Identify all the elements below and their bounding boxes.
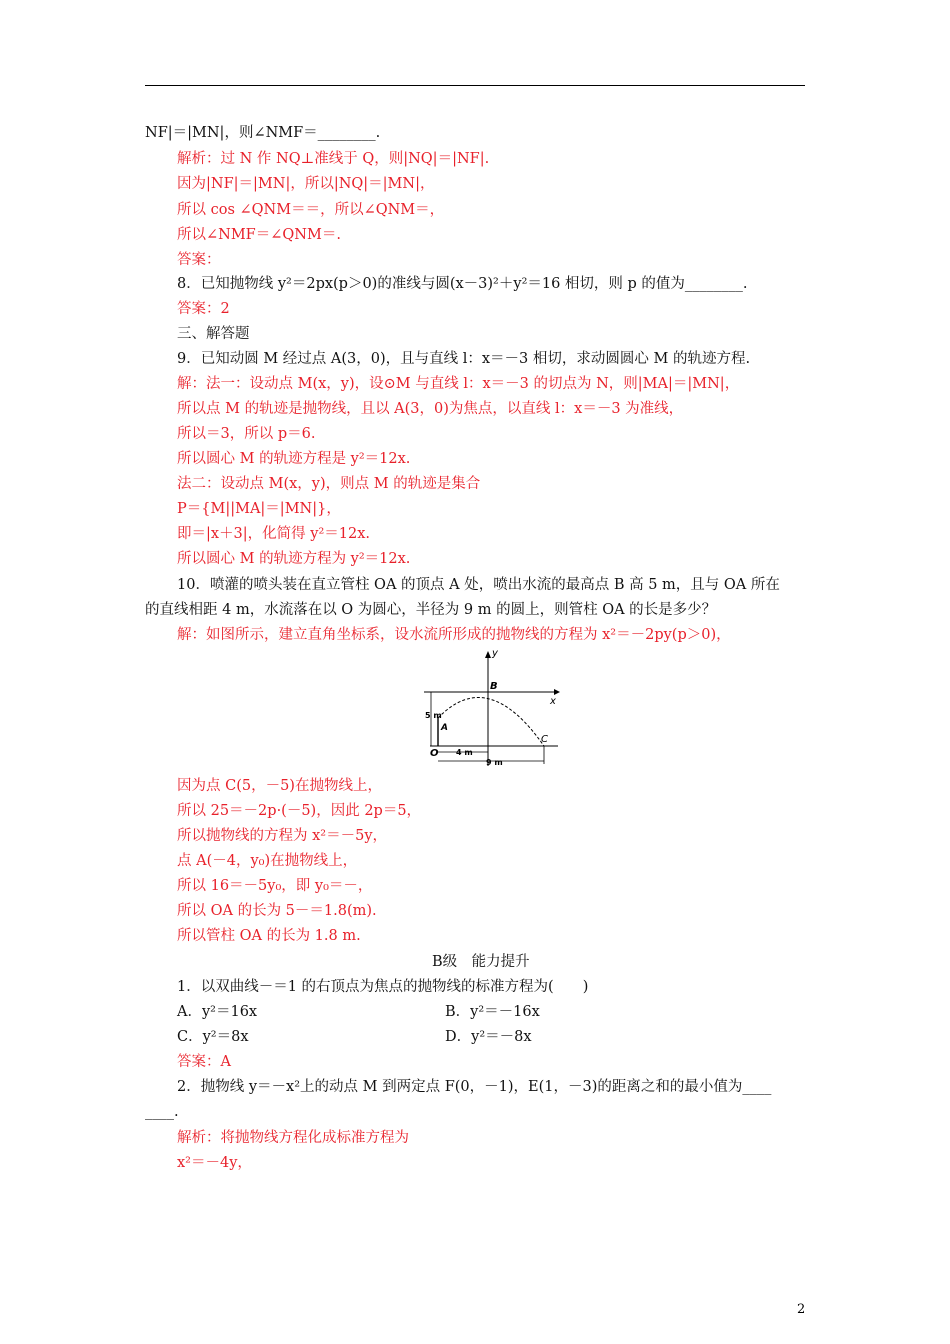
text-line: P＝{M||MA|＝|MN|}， xyxy=(177,501,341,517)
text-line: A．y²＝16x xyxy=(177,1004,258,1020)
label-4m: 4 m xyxy=(456,748,473,757)
text-line: 所以 OA 的长为 5－＝1.8(m). xyxy=(177,903,377,919)
label-9m: 9 m xyxy=(486,758,503,767)
label-x: x xyxy=(550,696,556,707)
label-a: A xyxy=(441,723,448,733)
text-line: NF|＝|MN|，则∠NMF＝________. xyxy=(145,125,381,141)
text-line: 即＝|x＋3|，化简得 y²＝12x. xyxy=(177,526,371,542)
text-line: 所以圆心 M 的轨迹方程是 y²＝12x. xyxy=(177,451,411,467)
header-rule xyxy=(145,85,805,86)
text-line: 解析：过 N 作 NQ⊥准线于 Q，则|NQ|＝|NF|. xyxy=(177,151,490,167)
x-axis-arrow xyxy=(554,689,560,695)
text-line: 所以 25＝－2p·(－5)，因此 2p＝5， xyxy=(177,803,422,819)
text-line: 2．抛物线 y＝－x²上的动点 M 到两定点 F(0，－1)，E(1，－3)的距离之和的最小值为____ xyxy=(177,1079,772,1095)
text-line: B．y²＝－16x xyxy=(445,1004,540,1020)
text-line: 所以＝3，所以 p＝6. xyxy=(177,426,316,442)
y-axis-arrow xyxy=(485,651,491,658)
text-line: 所以抛物线的方程为 x²＝－5y， xyxy=(177,828,388,844)
text-line: B级 能力提升 xyxy=(432,954,530,970)
text-line: 9．已知动圆 M 经过点 A(3，0)，且与直线 l：x＝－3 相切，求动圆圆心 M 的轨迹方程. xyxy=(177,351,751,367)
text-line: 10．喷灌的喷头装在直立管柱 OA 的顶点 A 处，喷出水流的最高点 B 高 5 m，且与 OA 所在 xyxy=(177,577,780,593)
label-5m: 5 m xyxy=(425,711,442,720)
text-line: 解：法一：设动点 M(x，y)，设⊙M 与直线 l：x＝－3 的切点为 N，则|MA|＝|MN|， xyxy=(177,376,740,392)
text-line: 所以管柱 OA 的长为 1.8 m. xyxy=(177,928,361,944)
text-line: 所以∠NMF＝∠QNM＝. xyxy=(177,227,341,243)
text-line: 法二：设动点 M(x，y)，则点 M 的轨迹是集合 xyxy=(177,476,481,492)
text-line: 的直线相距 4 m，水流落在以 O 为圆心，半径为 9 m 的圆上，则管柱 OA 的长是多少？ xyxy=(145,602,717,618)
text-line: D．y²＝－8x xyxy=(445,1029,532,1045)
label-c: C xyxy=(541,734,548,745)
text-line: 解析：将抛物线方程化成标准方程为 xyxy=(177,1130,409,1146)
text-line: 所以点 M 的轨迹是抛物线，且以 A(3，0)为焦点，以直线 l：x＝－3 为准线， xyxy=(177,401,684,417)
text-line: 三、解答题 xyxy=(177,326,250,342)
text-line: ____. xyxy=(145,1104,179,1120)
text-line: C．y²＝8x xyxy=(177,1029,249,1045)
text-line: 答案：A xyxy=(177,1054,231,1070)
text-line: 答案： xyxy=(177,252,221,268)
text-line: 8．已知抛物线 y²＝2px(p＞0)的准线与圆(x－3)²＋y²＝16 相切，则 p 的值为________. xyxy=(177,276,748,292)
label-b: B xyxy=(490,681,498,692)
text-line: 因为点 C(5，－5)在抛物线上， xyxy=(177,778,382,794)
water-parabola xyxy=(438,698,544,746)
text-line: 答案：2 xyxy=(177,301,230,317)
page-number: 2 xyxy=(797,1302,806,1317)
text-line: 所以圆心 M 的轨迹方程为 y²＝12x. xyxy=(177,551,411,567)
text-line: 所以 cos ∠QNM＝＝，所以∠QNM＝， xyxy=(177,202,445,218)
text-line: 因为|NF|＝|MN|，所以|NQ|＝|MN|， xyxy=(177,176,435,192)
text-line: 点 A(－4，y₀)在抛物线上， xyxy=(177,853,358,869)
label-o: O xyxy=(430,748,439,759)
text-line: 解：如图所示，建立直角坐标系，设水流所形成的抛物线的方程为 x²＝－2py(p＞0)， xyxy=(177,627,731,643)
text-line: 1．以双曲线－＝1 的右顶点为焦点的抛物线的标准方程为( ) xyxy=(177,979,589,995)
label-y: y xyxy=(492,648,498,659)
parabola-figure xyxy=(424,648,564,770)
text-line: 所以 16＝－5y₀，即 y₀＝－， xyxy=(177,878,373,894)
text-line: x²＝－4y， xyxy=(177,1155,252,1171)
